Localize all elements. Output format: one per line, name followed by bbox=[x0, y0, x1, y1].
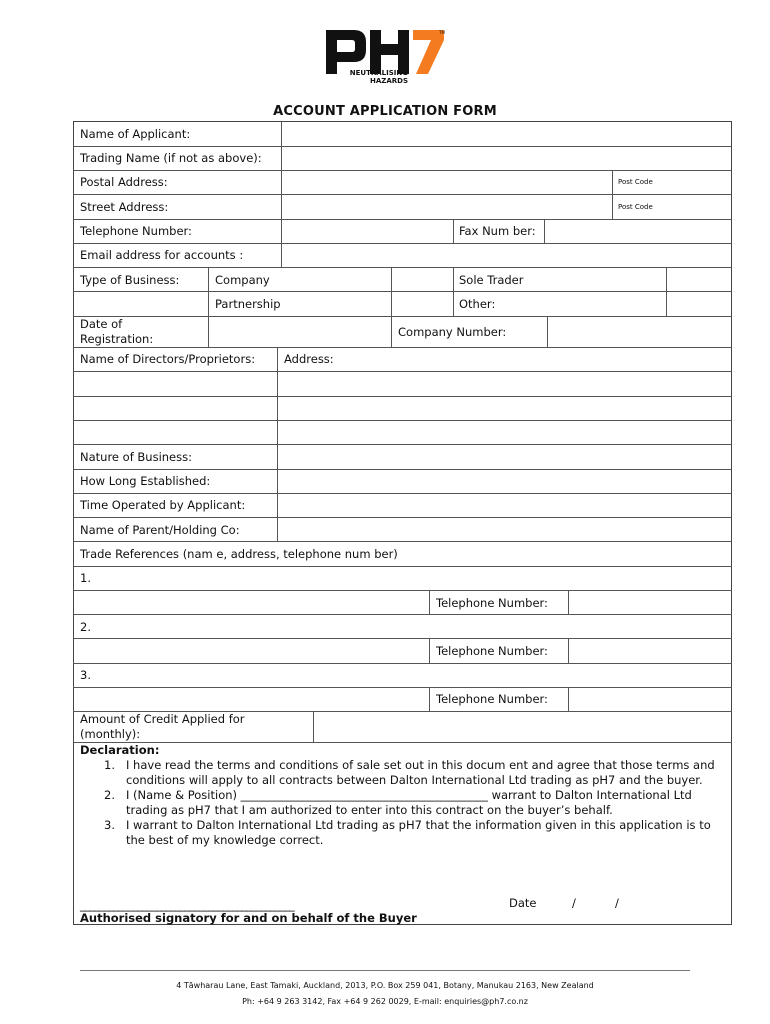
declaration-item-text: I warrant to Dalton International Ltd trading as pH7 that the information given in this application is to the best of my knowledge correct. bbox=[126, 818, 711, 847]
date-slash-1: / bbox=[572, 896, 576, 910]
declaration-item-number: 3. bbox=[104, 818, 115, 832]
row-divider bbox=[73, 347, 732, 348]
declaration-item-2 bbox=[78, 788, 718, 818]
col-divider bbox=[429, 687, 430, 711]
col-divider bbox=[429, 638, 430, 663]
directors-label: Name of Directors/Proprietors: bbox=[80, 352, 256, 366]
signature-line[interactable]: _____________________________________________ bbox=[80, 898, 294, 912]
declaration-item-text: I have read the terms and conditions of sale set out in this docum ent and agree that those terms and conditions will apply to all contracts between Dalton International Ltd trading as pH7 and the buyer. bbox=[126, 758, 715, 787]
footer-contact: Ph: +64 9 263 3142, Fax +64 9 262 0029, E-mail: enquiries@ph7.co.nz bbox=[242, 997, 528, 1006]
logo-tagline-2: HAZARDS bbox=[369, 77, 408, 85]
postal-post-code-label: Post Code bbox=[618, 178, 653, 186]
logo-tm: TM bbox=[439, 30, 445, 35]
fax-input[interactable] bbox=[545, 220, 731, 242]
address-label: Address: bbox=[284, 352, 334, 366]
date-input[interactable] bbox=[545, 894, 645, 910]
credit-amount-label: Amount of Credit Applied for (monthly): bbox=[80, 712, 245, 741]
credit-amount-input[interactable] bbox=[314, 712, 731, 741]
time-operated-input[interactable] bbox=[278, 494, 731, 516]
parent-company-label: Name of Parent/Holding Co: bbox=[80, 523, 240, 537]
reference-2-label: 2. bbox=[80, 620, 91, 634]
row-divider bbox=[73, 663, 732, 664]
trading-name-label: Trading Name (if not as above): bbox=[80, 151, 262, 165]
col-divider bbox=[453, 267, 454, 316]
email-input[interactable] bbox=[282, 244, 731, 266]
date-registration-label: Date of Registration: bbox=[80, 317, 154, 346]
row-divider bbox=[73, 742, 732, 743]
applicant-input[interactable] bbox=[282, 122, 731, 145]
business-type-label: Type of Business: bbox=[80, 273, 180, 287]
declaration-item-3 bbox=[78, 818, 718, 848]
date-registration-input[interactable] bbox=[209, 317, 390, 346]
company-number-input[interactable] bbox=[548, 317, 731, 346]
logo-tagline-1: NEUTRALISING bbox=[349, 69, 408, 77]
declaration-item-number: 1. bbox=[104, 758, 115, 772]
declaration-item-number: 2. bbox=[104, 788, 115, 802]
established-input[interactable] bbox=[278, 470, 731, 492]
reference-2-telephone-label: Telephone Number: bbox=[436, 644, 548, 658]
reference-3-telephone-label: Telephone Number: bbox=[436, 692, 548, 706]
reference-3-label: 3. bbox=[80, 668, 91, 682]
company-option-label: Company bbox=[215, 273, 270, 287]
logo-digit-7 bbox=[413, 30, 444, 74]
reference-3-telephone-input[interactable] bbox=[569, 688, 731, 710]
declaration-list bbox=[78, 758, 718, 848]
nature-input[interactable] bbox=[278, 445, 731, 468]
logo-letter-p bbox=[326, 30, 366, 74]
parent-company-input[interactable] bbox=[278, 518, 731, 540]
street-post-code-input[interactable] bbox=[613, 212, 731, 218]
other-option-label: Other: bbox=[459, 297, 496, 311]
reference-1-telephone-input[interactable] bbox=[569, 591, 731, 613]
row-divider bbox=[73, 614, 732, 615]
row-divider bbox=[73, 420, 732, 421]
email-label: Email address for accounts : bbox=[80, 248, 244, 262]
signatory-caption: Authorised signatory for and on behalf of the Buyer bbox=[80, 911, 417, 925]
partnership-checkbox[interactable] bbox=[392, 292, 452, 315]
row-divider bbox=[73, 396, 732, 397]
footer-address: 4 Tāwharau Lane, East Tamaki, Auckland, 2013, P.O. Box 259 041, Botany, Manukau 2163, New Zealand bbox=[176, 981, 594, 990]
trading-name-input[interactable] bbox=[282, 147, 731, 169]
time-operated-label: Time Operated by Applicant: bbox=[80, 498, 246, 512]
declaration-item-1 bbox=[78, 758, 718, 788]
applicant-label: Name of Applicant: bbox=[80, 127, 191, 141]
reference-1-label: 1. bbox=[80, 571, 91, 585]
company-number-label: Company Number: bbox=[398, 325, 507, 339]
street-address-input[interactable] bbox=[282, 195, 611, 218]
established-label: How Long Established: bbox=[80, 474, 211, 488]
logo-letter-h bbox=[370, 30, 409, 74]
trade-references-label: Trade References (nam e, address, telephone num ber) bbox=[80, 547, 398, 561]
date-label: Date bbox=[509, 896, 537, 910]
nature-label: Nature of Business: bbox=[80, 450, 192, 464]
street-post-code-label: Post Code bbox=[618, 203, 653, 211]
declaration-item-text: I (Name & Position) ___________________________________________ warrant to Dalton International Ltd trading as pH7 that I am authorized to enter into this contract on the buyer’s behalf. bbox=[126, 788, 692, 817]
date-slash-2: / bbox=[615, 896, 619, 910]
row-divider bbox=[73, 541, 732, 542]
postal-post-code-input[interactable] bbox=[613, 188, 731, 194]
row-divider bbox=[73, 371, 732, 372]
telephone-label: Telephone Number: bbox=[80, 224, 192, 238]
sole-trader-checkbox[interactable] bbox=[667, 268, 731, 290]
street-address-label: Street Address: bbox=[80, 200, 169, 214]
telephone-input[interactable] bbox=[282, 220, 452, 242]
col-divider bbox=[429, 590, 430, 614]
reference-3-details-input[interactable] bbox=[74, 688, 428, 710]
fax-label: Fax Num ber: bbox=[459, 224, 536, 238]
sole-trader-option-label: Sole Trader bbox=[459, 273, 524, 287]
postal-address-label: Postal Address: bbox=[80, 175, 168, 189]
reference-1-details-input[interactable] bbox=[74, 591, 428, 613]
form-title: ACCOUNT APPLICATION FORM bbox=[273, 104, 497, 119]
reference-2-telephone-input[interactable] bbox=[569, 639, 731, 662]
row-divider bbox=[73, 566, 732, 567]
declaration-heading: Declaration: bbox=[80, 743, 160, 757]
col-divider bbox=[453, 219, 454, 243]
reference-1-telephone-label: Telephone Number: bbox=[436, 596, 548, 610]
company-checkbox[interactable] bbox=[392, 268, 452, 290]
other-input[interactable] bbox=[667, 292, 731, 315]
footer-rule bbox=[80, 970, 690, 971]
postal-address-input[interactable] bbox=[282, 171, 611, 193]
reference-2-details-input[interactable] bbox=[74, 639, 428, 662]
partnership-option-label: Partnership bbox=[215, 297, 281, 311]
